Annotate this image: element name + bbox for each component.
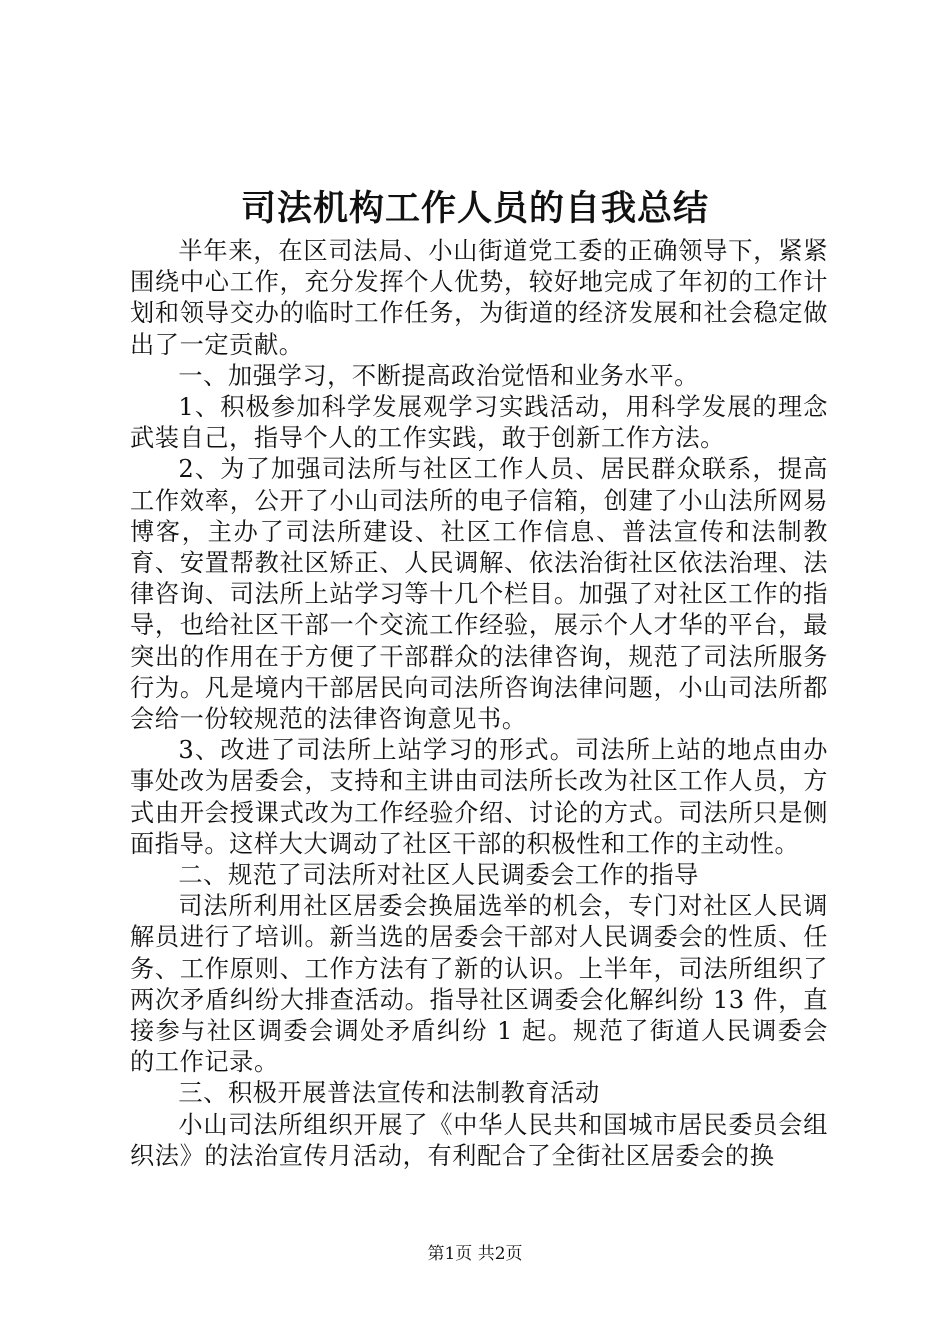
item-paragraph-2: 2、为了加强司法所与社区工作人员、居民群众联系，提高工作效率，公开了小山司法所的电子信箱，创建了小山法所网易博客，主办了司法所建设、社区工作信息、普法宣传和法制教育、安置帮教社区矫正、人民调解、依法治街社区依法治理、法律咨询、司法所上站学习等十几个栏目。加强了对社区工作的指导，也给社区干部一个交流工作经验，展示个人才华的平台，最突出的作用在于方便了干部群众的法律咨询，规范了司法所服务行为。凡是境内干部居民向司法所咨询法律问题，小山司法所都会给一份较规范的法律咨询意见书。 — [130, 455, 828, 734]
item-paragraph-3: 3、改进了司法所上站学习的形式。司法所上站的地点由办事处改为居委会，支持和主讲由司法所长改为社区工作人员，方式由开会授课式改为工作经验介绍、讨论的方式。司法所只是侧面指导。这样大大调动了社区干部的积极性和工作的主动性。 — [130, 736, 828, 858]
item-paragraph-1: 1、积极参加科学发展观学习实践活动，用科学发展的理念武装自己，指导个人的工作实践，敢于创新工作方法。 — [130, 393, 828, 453]
section-heading-2: 二、规范了司法所对社区人民调委会工作的指导 — [178, 861, 699, 890]
section-heading-1: 一、加强学习，不断提高政治觉悟和业务水平。 — [178, 361, 699, 390]
page-footer: 第1页 共2页 — [427, 1244, 523, 1264]
intro-paragraph: 半年来，在区司法局、小山街道党工委的正确领导下，紧紧围绕中心工作，充分发挥个人优势，较好地完成了年初的工作计划和领导交办的临时工作任务，为街道的经济发展和社会稳定做出了一定贡献。 — [130, 237, 828, 359]
section-2-paragraph: 司法所利用社区居委会换届选举的机会，专门对社区人民调解员进行了培训。新当选的居委会干部对人民调委会的性质、任务、工作原则、工作方法有了新的认识。上半年，司法所组织了两次矛盾纠纷大排查活动。指导社区调委会化解纠纷 13 件，直接参与社区调委会调处矛盾纠纷 1 起。规范了街道人民调委会的工作记录。 — [130, 892, 828, 1077]
document-body — [130, 236, 828, 1172]
section-heading-3: 三、积极开展普法宣传和法制教育活动 — [178, 1079, 600, 1108]
section-3-paragraph: 小山司法所组织开展了《中华人民共和国城市居民委员会组织法》的法治宣传月活动，有利配合了全街社区居委会的换 — [130, 1110, 828, 1170]
document-title: 司法机构工作人员的自我总结 — [240, 188, 709, 229]
